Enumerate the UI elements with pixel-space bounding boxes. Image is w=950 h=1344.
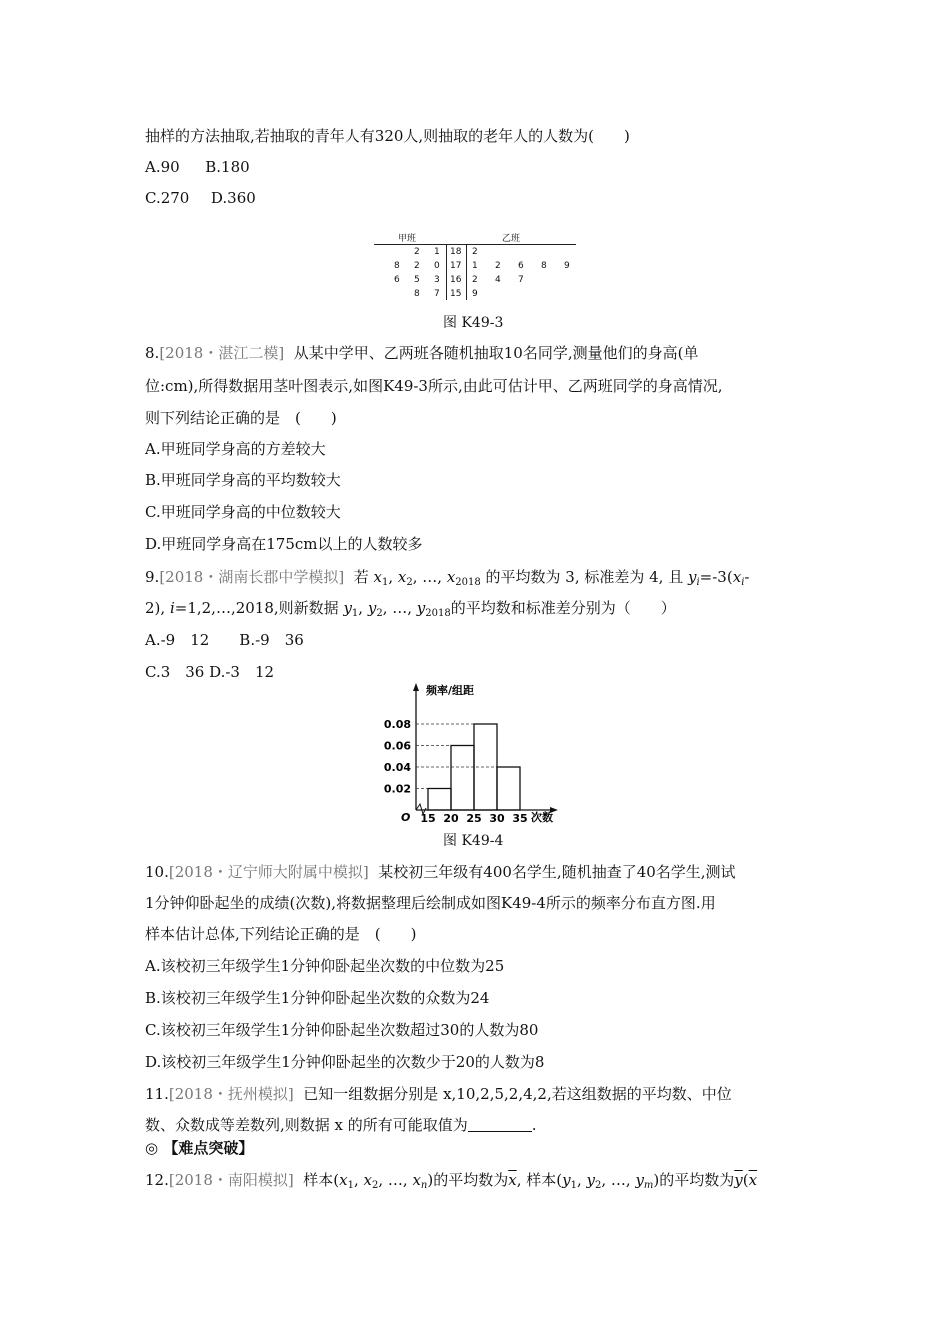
right-leaf: 9 — [472, 289, 478, 299]
y-axis-label: 频率/组距 — [426, 684, 475, 697]
q10-option-b: B.该校初三年级学生1分钟仰卧起坐次数的众数为24 — [145, 989, 490, 1007]
q11-text2: 数、众数成等差数列,则数据 x 的所有可能取值为 — [145, 1116, 468, 1134]
left-leaf: 6 — [394, 275, 400, 285]
right-leaf: 2 — [472, 275, 478, 285]
stem-value: 18 — [450, 247, 462, 257]
q9-options-cd: C.3 36 D.-3 12 — [145, 663, 275, 681]
q7-option-d: D.360 — [210, 189, 256, 207]
q8-source: [2018・湛江二模] — [159, 344, 285, 362]
left-leaf: 0 — [434, 261, 440, 271]
right-leaf: 8 — [541, 261, 547, 271]
histogram-bar — [497, 767, 520, 810]
q10-line3: 样本估计总体,下列结论正确的是 ( ) — [145, 925, 417, 943]
q7-options-ab — [145, 157, 250, 177]
y-tick-label: 0.06 — [383, 739, 411, 753]
q8-text1: 从某中学甲、乙两班各随机抽取10名同学,测量他们的身高(单 — [293, 344, 699, 362]
q10-text1: 某校初三年级有400名学生,随机抽查了40名学生,测试 — [378, 863, 736, 881]
q10-source: [2018・辽宁师大附属中模拟] — [168, 863, 369, 881]
q10-line1 — [145, 862, 736, 882]
q10-number: 10. — [145, 863, 169, 881]
right-leaf: 6 — [518, 261, 524, 271]
section-title: 【难点突破】 — [163, 1139, 254, 1157]
origin-label: O — [401, 811, 411, 824]
left-leaf: 8 — [394, 261, 400, 271]
q11-source: [2018・抚州模拟] — [168, 1085, 294, 1103]
q10-option-a: A.该校初三年级学生1分钟仰卧起坐次数的中位数为25 — [145, 957, 505, 975]
q11-number: 11. — [145, 1085, 169, 1103]
q8-number: 8. — [145, 344, 160, 362]
histogram-axes — [401, 683, 558, 824]
q8-line2: 位:cm),所得数据用茎叶图表示,如图K49-3所示,由此可估计甲、乙两班同学的身高情况, — [145, 377, 723, 395]
frequency-histogram — [368, 680, 568, 830]
q7-option-c: C.270 — [145, 189, 190, 207]
right-header: 乙班 — [502, 234, 521, 244]
histogram-bar — [428, 789, 451, 811]
right-leaf: 2 — [472, 247, 478, 257]
q7-options-cd — [145, 188, 256, 208]
q8-line3: 则下列结论正确的是 ( ) — [145, 409, 337, 427]
q9-source: [2018・湖南长郡中学模拟] — [159, 568, 345, 586]
left-header: 甲班 — [398, 234, 417, 244]
q8-option-a: A.甲班同学身高的方差较大 — [145, 440, 326, 458]
section-header — [145, 1138, 253, 1158]
right-leaf: 7 — [518, 275, 524, 285]
header-rule — [374, 244, 576, 245]
left-leaf: 7 — [434, 289, 440, 299]
q8-option-d: D.甲班同学身高在175cm以上的人数较多 — [145, 535, 423, 553]
left-leaf: 1 — [434, 247, 440, 257]
q10-option-c: C.该校初三年级学生1分钟仰卧起坐次数超过30的人数为80 — [145, 1021, 539, 1039]
q8-option-c: C.甲班同学身高的中位数较大 — [145, 503, 341, 521]
q7-option-a: A.90 — [145, 158, 180, 176]
q12-number: 12. — [145, 1171, 169, 1189]
q12-source: [2018・南阳模拟] — [168, 1171, 294, 1189]
q9-line2: 2), i=1,2,…,2018,则新数据 $y_1$, $y_2$, …, $y_{2018}$的平均数和标准差分别为（ ） — [145, 599, 676, 619]
q8-line1 — [145, 343, 698, 363]
q10-option-d: D.该校初三年级学生1分钟仰卧起坐的次数少于20的人数为8 — [145, 1053, 545, 1071]
q8-option-b: B.甲班同学身高的平均数较大 — [145, 471, 341, 489]
x-axis-label: 次数 — [531, 811, 553, 824]
x-tick-label: 20 — [443, 812, 459, 825]
right-leaf: 1 — [472, 261, 478, 271]
right-leaf: 2 — [495, 261, 501, 271]
y-tick-label: 0.02 — [383, 782, 411, 796]
histogram-bar — [451, 746, 474, 811]
stem-leaf-plot — [374, 230, 576, 300]
x-tick-label: 15 — [420, 812, 436, 825]
stem-right-rule — [466, 244, 467, 300]
figure-caption-k49-4: 图 K49-4 — [443, 833, 504, 849]
q11-line1 — [145, 1084, 732, 1104]
right-leaf: 4 — [495, 275, 501, 285]
q7-option-b: B.180 — [205, 158, 250, 176]
target-icon: ◎ — [145, 1139, 159, 1157]
stem-value: 17 — [450, 261, 462, 271]
left-leaf: 5 — [414, 275, 420, 285]
x-tick-label: 25 — [466, 812, 482, 825]
stem-left-rule — [446, 244, 447, 300]
q11-period: . — [531, 1116, 537, 1134]
q11-line2 — [145, 1115, 537, 1135]
left-leaf: 3 — [434, 275, 440, 285]
stem-value: 16 — [450, 275, 462, 285]
left-leaf: 2 — [414, 261, 420, 271]
y-tick-label: 0.08 — [383, 718, 411, 731]
x-tick-label: 30 — [489, 812, 505, 825]
y-axis-arrow — [413, 683, 419, 691]
q9-text2: =1,2,…,2018,则新数据 — [174, 599, 339, 617]
stem-value: 15 — [450, 289, 462, 299]
left-leaf: 2 — [414, 247, 420, 257]
answer-blank[interactable] — [468, 1117, 532, 1132]
q10-line2: 1分钟仰卧起坐的成绩(次数),将数据整理后绘制成如图K49-4所示的频率分布直方图.用 — [145, 894, 716, 912]
left-leaf: 8 — [414, 289, 420, 299]
right-leaf: 9 — [564, 261, 570, 271]
x-tick-label: 35 — [512, 812, 528, 825]
figure-caption-k49-3: 图 K49-3 — [443, 315, 504, 331]
q9-number: 9. — [145, 568, 160, 586]
q11-text1: 已知一组数据分别是 x,10,2,5,2,4,2,若这组数据的平均数、中位 — [303, 1085, 732, 1103]
y-tick-label: 0.04 — [383, 761, 411, 774]
q12-line1: 12.[2018・南阳模拟] 样本($x_1$, $x_2$, …, $x_n$)的平均数为$\overline{x}$, 样本($y_1$, $y_2$, …, $y_m$)的平均数为$\overline{y}(\overline{x}$ — [145, 1171, 758, 1191]
q7-stem: 抽样的方法抽取,若抽取的青年人有320人,则抽取的老年人的人数为( ) — [145, 127, 630, 145]
q9-options-ab: A.-9 12 B.-9 36 — [145, 631, 304, 649]
q9-line1: 9.[2018・湖南长郡中学模拟] 若 $x_1$, $x_2$, …, $x_{2018}$ 的平均数为 3, 标准差为 4, 且 $y_i=-3(x_i-$ — [145, 568, 750, 588]
